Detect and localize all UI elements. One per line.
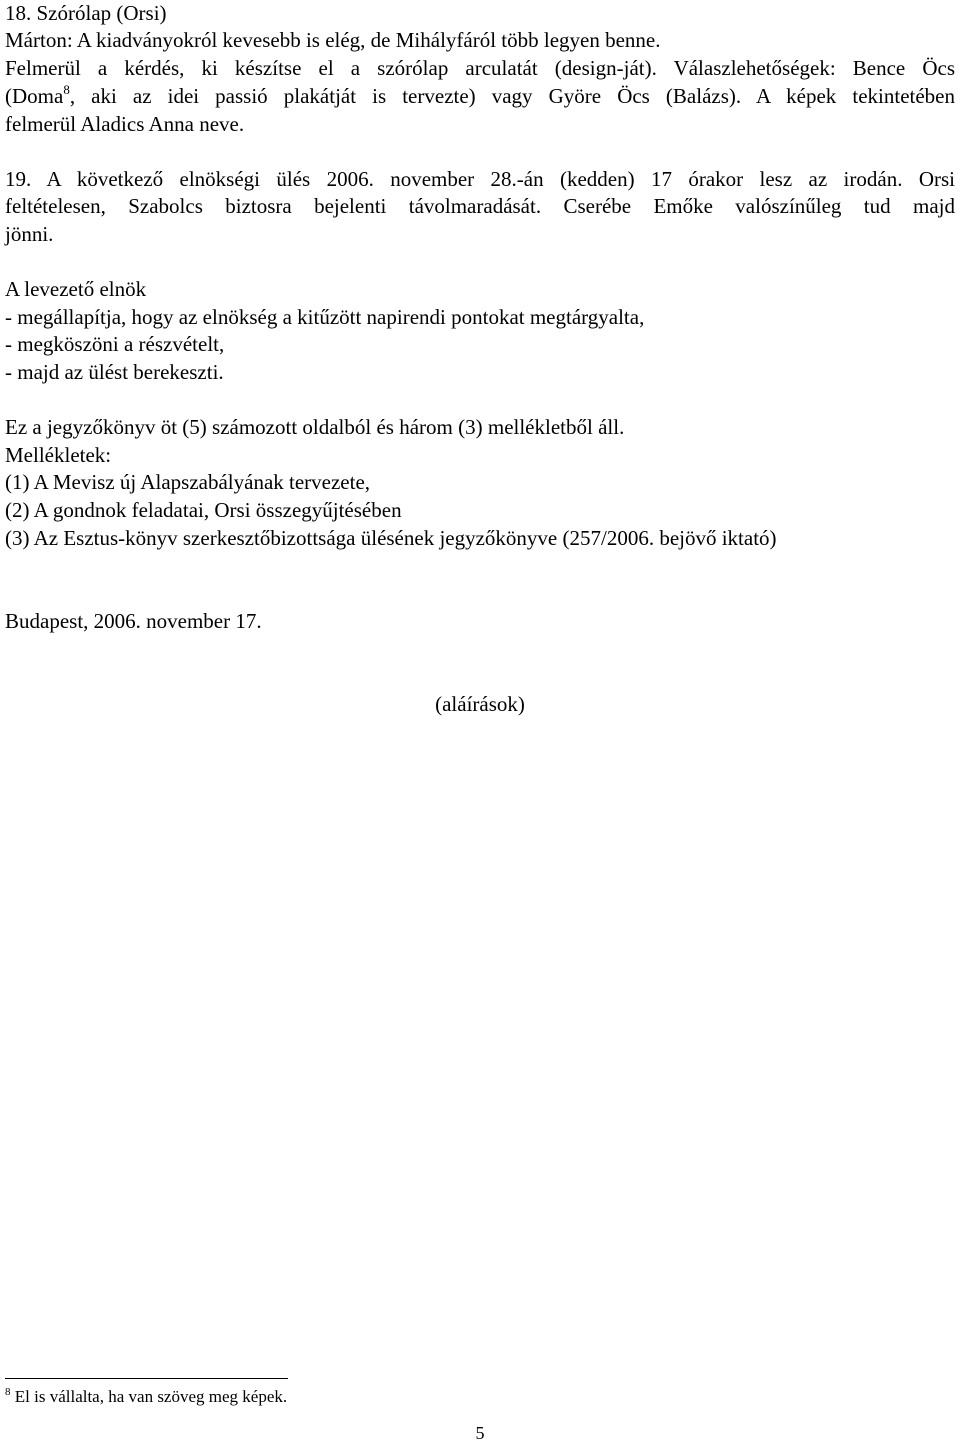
attachment-item-2: (2) A gondnok feladatai, Orsi összegyűjtésében [5, 498, 402, 522]
footnote-number: 8 [5, 1386, 11, 1398]
place-date: Budapest, 2006. november 17. [5, 609, 262, 633]
closing-item-1: - megállapítja, hogy az elnökség a kitűzött napirendi pontokat megtárgyalta, [5, 305, 645, 329]
attachments-summary: Ez a jegyzőkönyv öt (5) számozott oldalból és három (3) mellékletből áll. [5, 415, 625, 439]
footnote-divider [5, 1378, 288, 1379]
section-19-line-1: 19. A következő elnökségi ülés 2006. november 28.-án (kedden) 17 órakor lesz az irodán. Orsi [5, 167, 955, 191]
closing-item-2: - megköszöni a részvételt, [5, 332, 225, 356]
section-18-line-3-a: (Doma [5, 84, 64, 108]
section-18-line-2 [5, 55, 955, 82]
section-19-line-3: jönni. [5, 222, 54, 246]
footnote-text: El is vállalta, ha van szöveg meg képek. [14, 1387, 288, 1406]
section-18-heading: 18. Szórólap (Orsi) [5, 1, 167, 25]
section-18-line-2-text: Felmerül a kérdés, ki készítse el a szórólap arculatát (design-ját). Válaszlehetőségek: Bence Öcs [5, 56, 955, 80]
attachment-item-3: (3) Az Esztus-könyv szerkesztőbizottsága ülésének jegyzőkönyve (257/2006. bejövő iktató) [5, 526, 777, 550]
footnote [5, 1386, 287, 1408]
section-18-line-3 [5, 83, 955, 110]
closing-intro: A levezető elnök [5, 277, 147, 301]
signatures: (aláírások) [435, 692, 525, 716]
page-number: 5 [475, 1423, 485, 1443]
footnote-ref: 8 [63, 82, 70, 97]
section-18-line-1: Márton: A kiadványokról kevesebb is elég, de Mihályfáról több legyen benne. [5, 28, 661, 52]
section-18-line-3-b: , aki az idei passió plakátját is tervezte) vagy Györe Öcs (Balázs). A képek tekintetében [69, 84, 955, 108]
attachments-label: Mellékletek: [5, 443, 112, 467]
section-19-line-2: feltételesen, Szabolcs biztosra bejelenti távolmaradását. Cserébe Emőke valószínűleg tud majd [5, 194, 955, 218]
section-18-line-4: felmerül Aladics Anna neve. [5, 112, 245, 136]
attachment-item-1: (1) A Mevisz új Alapszabályának tervezete, [5, 470, 371, 494]
document-page [5, 0, 955, 1451]
closing-item-3: - majd az ülést berekeszti. [5, 360, 224, 384]
